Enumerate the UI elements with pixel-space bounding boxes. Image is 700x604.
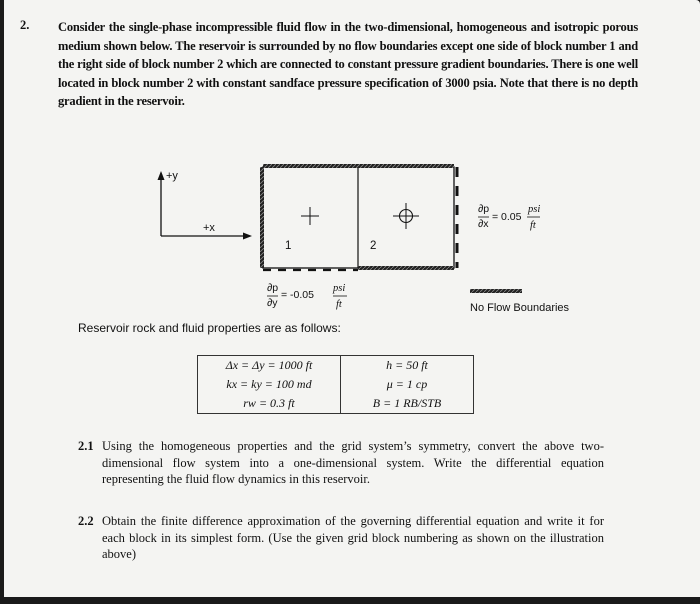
table-cell: kx = ky = 100 md [198, 375, 341, 394]
right-gradient-value: = 0.05 [492, 211, 522, 223]
block-1-center-marker [301, 207, 319, 225]
table-row [198, 375, 474, 394]
question-number: 2.1 [78, 439, 94, 453]
table-cell: h = 50 ft [341, 356, 474, 376]
bottom-gradient-numerator: ∂p [267, 282, 279, 294]
question-number: 2. [20, 18, 30, 32]
left-no-flow-boundary [260, 167, 264, 268]
right-gradient-numerator: ∂p [478, 203, 490, 215]
table-row [198, 394, 474, 414]
y-axis-label: +y [166, 170, 178, 182]
problem-statement: Consider the single-phase incompressible fluid flow in the two-dimensional, homogeneous and isotropic porous medium shown below. The reservoir is surrounded by no flow boundaries except one side of block number 1 and the right side of block number 2 which are connected to constant pressure gradient boundaries. There is one well located in block number 2 with constant sandface pressure specification of 3000 psia. Note that there is no depth gradient in the reservoir. [58, 20, 638, 108]
top-no-flow-boundary [263, 164, 454, 168]
well-icon [393, 203, 419, 229]
right-gradient-unit-top: psi [528, 204, 541, 215]
properties-table [197, 355, 474, 414]
right-gradient-denominator: ∂x [478, 218, 489, 230]
properties-intro: Reservoir rock and fluid properties are as follows: [78, 321, 341, 335]
right-gradient-unit-bottom: ft [530, 220, 536, 231]
block-2-label: 2 [370, 240, 377, 252]
question-text: Obtain the finite difference approximation of the governing differential equation and write it for each block in its simplest form. (Use the given grid block numbering as shown on the illustration above) [102, 514, 604, 561]
bottom-no-flow-boundary [358, 266, 454, 270]
table-cell: μ = 1 cp [341, 375, 474, 394]
table-cell: Δx = Δy = 1000 ft [198, 356, 341, 376]
table-row [198, 356, 474, 376]
bottom-gradient-denominator: ∂y [267, 297, 278, 309]
x-axis-label: +x [203, 222, 215, 234]
bottom-gradient-unit-top: psi [333, 283, 346, 294]
photo-edge-left [0, 0, 4, 604]
table-cell: B = 1 RB/STB [341, 394, 474, 414]
table-cell: rw = 0.3 ft [198, 394, 341, 414]
legend-label: No Flow Boundaries [470, 302, 570, 314]
question-number: 2.2 [78, 514, 94, 528]
bottom-gradient-value: = -0.05 [281, 289, 314, 301]
question-text: Using the homogeneous properties and the grid system’s symmetry, convert the above two-dimensional flow system into a one-dimensional system. Write the differential equation representing the fluid flow dynamics in this reservoir. [102, 439, 604, 486]
block-1-label: 1 [285, 240, 292, 252]
grid-blocks [263, 167, 454, 268]
bottom-gradient-unit-bottom: ft [336, 299, 342, 310]
photo-edge-bottom [0, 597, 700, 604]
no-flow-legend-icon [470, 289, 522, 293]
